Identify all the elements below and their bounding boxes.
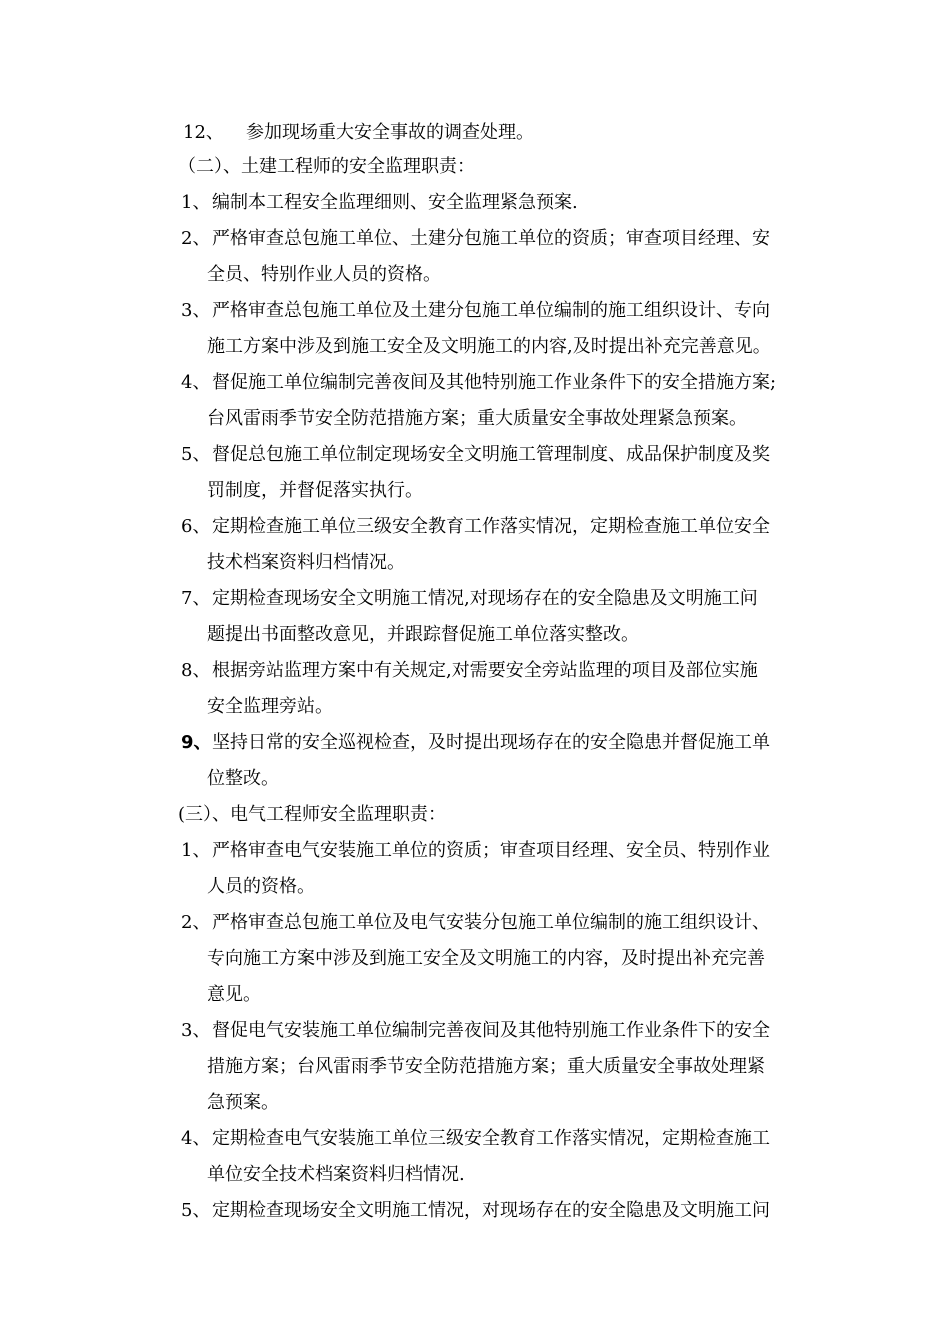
item-text: 台风雷雨季节安全防范措施方案；重大质量安全事故处理紧急预案。 — [207, 408, 747, 429]
item-number: 8、 — [181, 660, 211, 681]
item-number: 9、 — [181, 732, 212, 753]
item-text: 全员、特别作业人员的资格。 — [207, 264, 441, 285]
item-text: 急预案。 — [207, 1092, 279, 1113]
list-item-continuation — [0, 941, 950, 977]
item-number: 4、 — [181, 1128, 211, 1149]
item-text: 编制本工程安全监理细则、安全监理紧急预案. — [212, 192, 578, 213]
item-text: 单位安全技术档案资料归档情况. — [207, 1164, 465, 1185]
item-number: 12、 — [183, 122, 224, 143]
section-heading-text: （二）、土建工程师的安全监理职责： — [178, 156, 475, 177]
list-item — [0, 293, 950, 329]
item-text: 定期检查电气安装施工单位三级安全教育工作落实情况，定期检查施工 — [212, 1128, 770, 1149]
list-item — [0, 437, 950, 473]
item-text: 定期检查现场安全文明施工情况，对现场存在的安全隐患及文明施工问 — [212, 1200, 770, 1221]
section-heading-text: (三）、电气工程师安全监理职责： — [178, 804, 447, 825]
list-item — [0, 725, 950, 761]
item-text: 专向施工方案中涉及到施工安全及文明施工的内容，及时提出补充完善 — [207, 948, 765, 969]
list-item-continuation — [0, 617, 950, 653]
item-text: 根据旁站监理方案中有关规定,对需要安全旁站监理的项目及部位实施 — [212, 660, 758, 681]
item-text: 意见。 — [207, 984, 261, 1005]
list-item-continuation — [0, 761, 950, 797]
list-item — [0, 1013, 950, 1049]
list-item — [0, 115, 950, 151]
list-item-continuation — [0, 1049, 950, 1085]
item-text: 督促电气安装施工单位编制完善夜间及其他特别施工作业条件下的安全 — [212, 1020, 770, 1041]
item-text: 严格审查电气安装施工单位的资质；审查项目经理、安全员、特别作业 — [212, 840, 770, 861]
list-item — [0, 905, 950, 941]
item-text: 人员的资格。 — [207, 876, 315, 897]
list-item-continuation — [0, 401, 950, 437]
item-text: 坚持日常的安全巡视检查，及时提出现场存在的安全隐患并督促施工单 — [212, 732, 770, 753]
list-item — [0, 1193, 950, 1229]
item-number: 3、 — [181, 300, 211, 321]
item-number: 2、 — [181, 912, 211, 933]
list-item-continuation — [0, 869, 950, 905]
item-number: 3、 — [181, 1020, 211, 1041]
list-item — [0, 581, 950, 617]
list-item-continuation — [0, 1085, 950, 1121]
item-text: 参加现场重大安全事故的调查处理。 — [246, 122, 534, 143]
item-number: 5、 — [181, 1200, 211, 1221]
item-text: 安全监理旁站。 — [207, 696, 333, 717]
item-text: 措施方案；台风雷雨季节安全防范措施方案；重大质量安全事故处理紧 — [207, 1056, 765, 1077]
item-text: 督促施工单位编制完善夜间及其他特别施工作业条件下的安全措施方案; — [212, 372, 777, 393]
list-item — [0, 653, 950, 689]
item-text: 严格审查总包施工单位及电气安装分包施工单位编制的施工组织设计、 — [212, 912, 770, 933]
list-item — [0, 509, 950, 545]
list-item-continuation — [0, 257, 950, 293]
item-number: 2、 — [181, 228, 211, 249]
list-item — [0, 221, 950, 257]
list-item-continuation — [0, 329, 950, 365]
item-number: 6、 — [181, 516, 211, 537]
item-number: 1、 — [181, 840, 211, 861]
item-text: 定期检查现场安全文明施工情况,对现场存在的安全隐患及文明施工问 — [212, 588, 758, 609]
item-text: 位整改。 — [207, 768, 279, 789]
item-text: 题提出书面整改意见，并跟踪督促施工单位落实整改。 — [207, 624, 639, 645]
list-item — [0, 833, 950, 869]
item-text: 技术档案资料归档情况。 — [207, 552, 405, 573]
item-text: 督促总包施工单位制定现场安全文明施工管理制度、成品保护制度及奖 — [212, 444, 770, 465]
item-number: 5、 — [181, 444, 211, 465]
item-number: 1、 — [181, 192, 211, 213]
item-number: 4、 — [181, 372, 211, 393]
item-text: 罚制度，并督促落实执行。 — [207, 480, 423, 501]
list-item — [0, 1121, 950, 1157]
item-text: 严格审查总包施工单位及土建分包施工单位编制的施工组织设计、专向 — [212, 300, 770, 321]
list-item — [0, 365, 950, 401]
item-number: 7、 — [181, 588, 211, 609]
section-heading — [0, 149, 950, 185]
item-text: 施工方案中涉及到施工安全及文明施工的内容,及时提出补充完善意见。 — [207, 336, 771, 357]
list-item-continuation — [0, 689, 950, 725]
item-text: 定期检查施工单位三级安全教育工作落实情况，定期检查施工单位安全 — [212, 516, 770, 537]
item-text: 严格审查总包施工单位、土建分包施工单位的资质；审查项目经理、安 — [212, 228, 770, 249]
list-item-continuation — [0, 545, 950, 581]
list-item-continuation — [0, 473, 950, 509]
list-item-continuation — [0, 1157, 950, 1193]
list-item-continuation — [0, 977, 950, 1013]
section-heading — [0, 797, 950, 833]
list-item — [0, 185, 950, 221]
